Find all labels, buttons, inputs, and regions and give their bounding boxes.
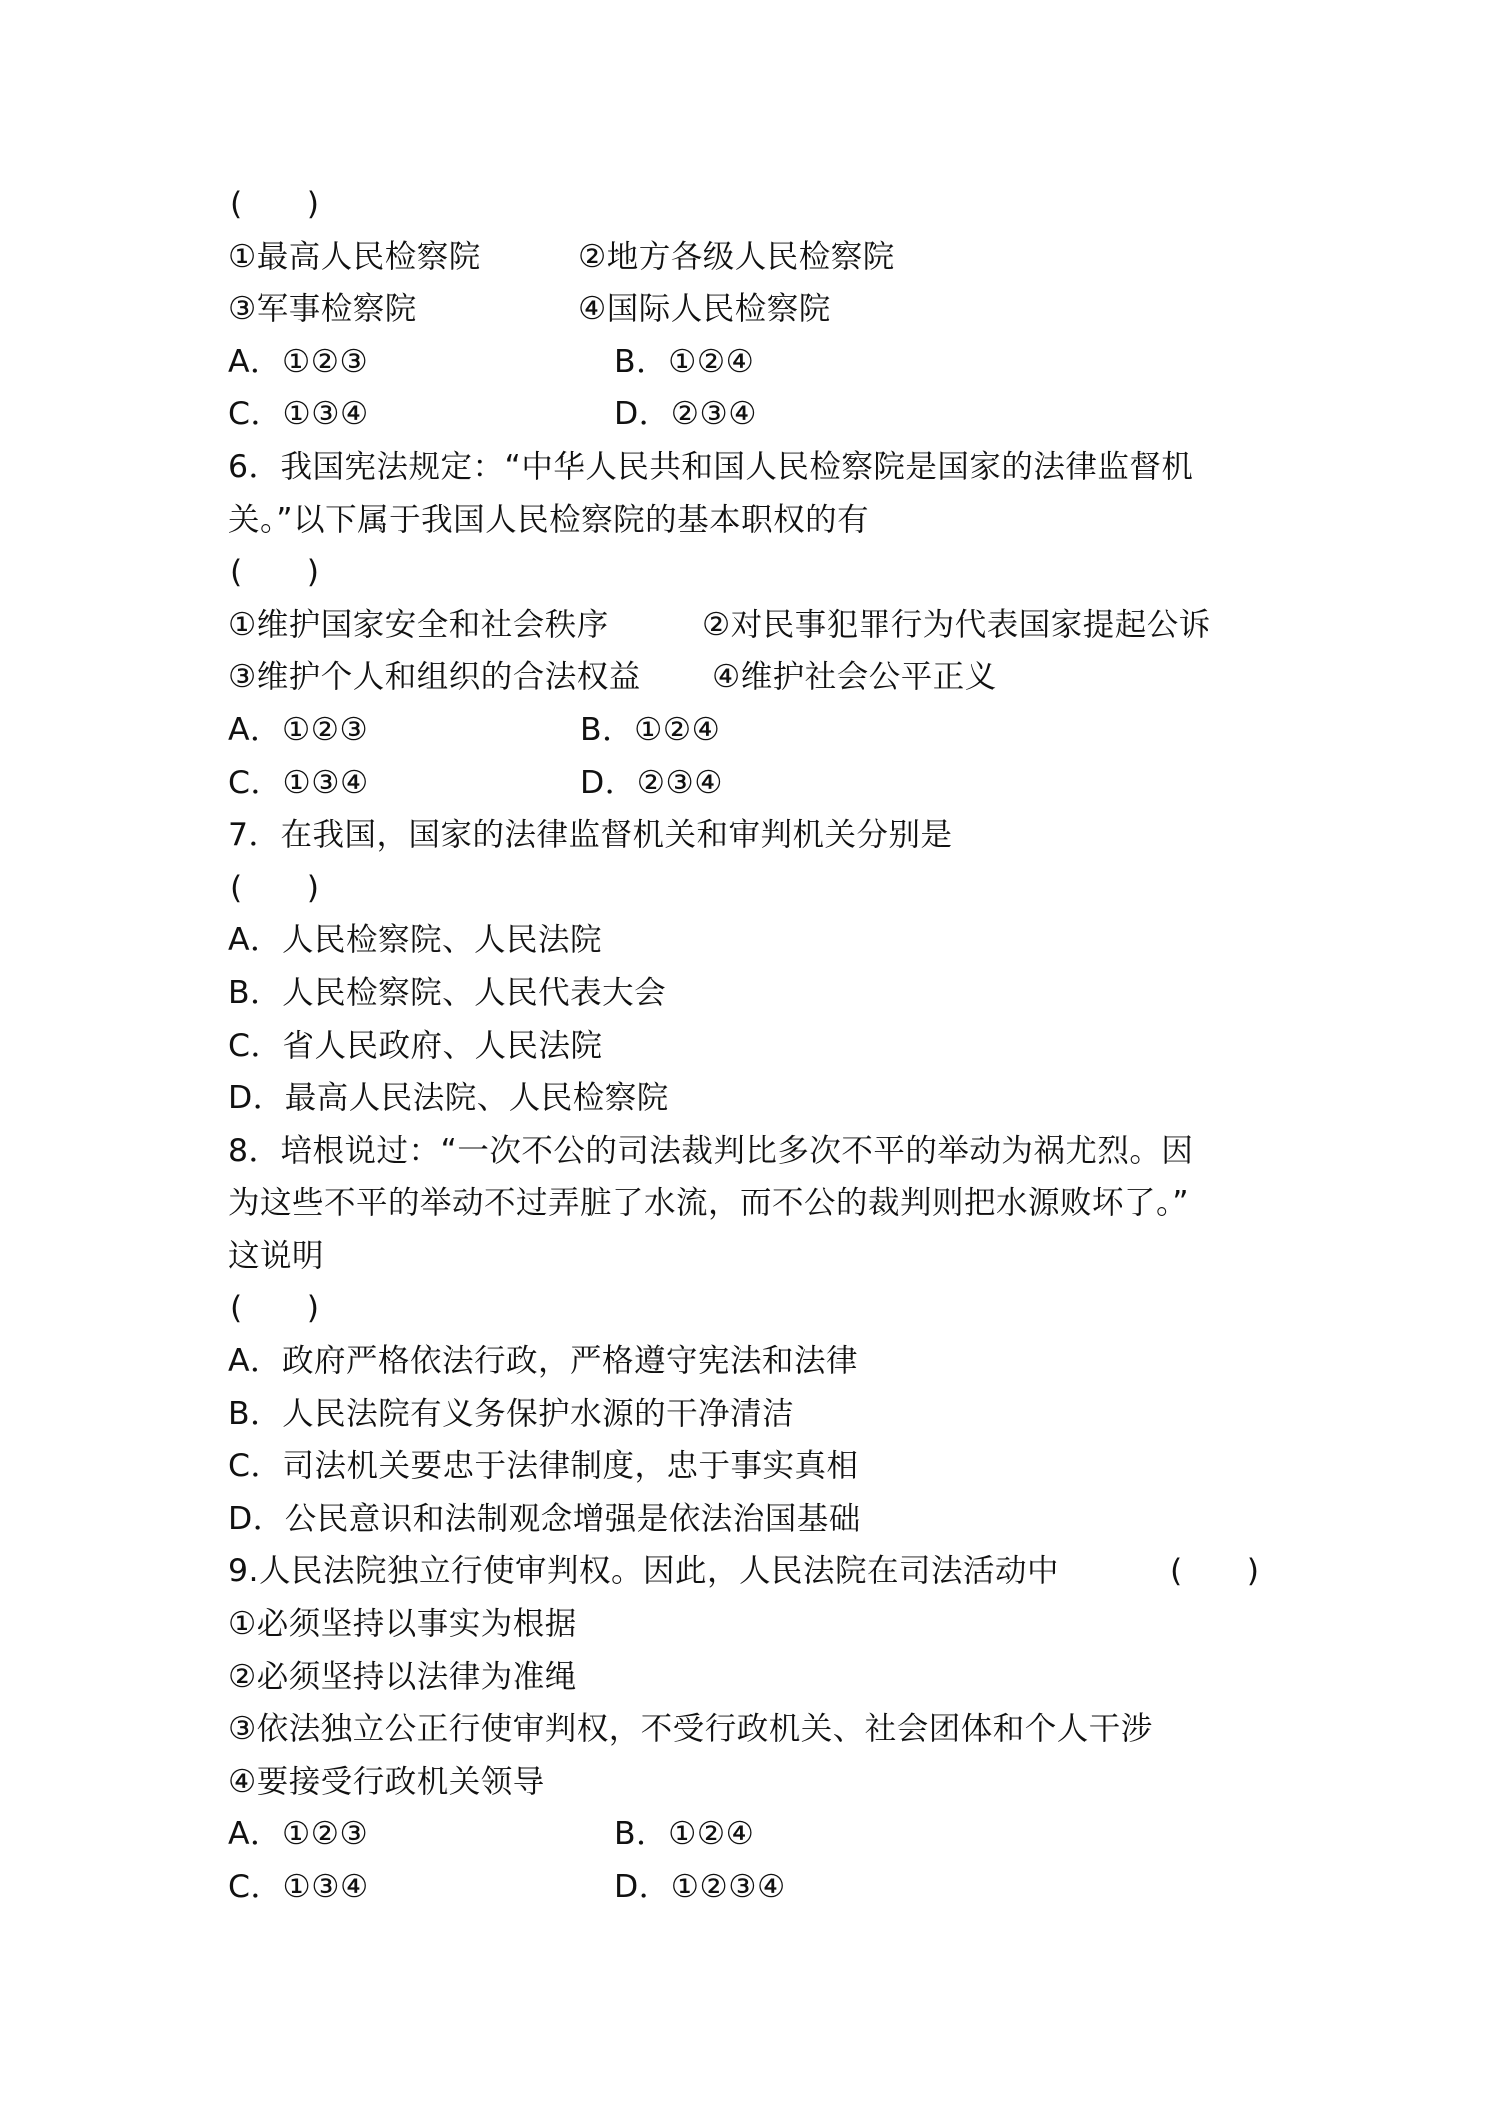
q6-stem-line-1 — [228, 441, 1268, 494]
answer-blank: ( ) — [230, 869, 320, 906]
q9-option-4: ④要接受行政机关领导 — [228, 1763, 545, 1800]
q9-option-3-row — [228, 1703, 1268, 1756]
answer-blank: ( ) — [1170, 1553, 1260, 1590]
q9-option-2-row — [228, 1651, 1268, 1704]
answer-blank: ( ) — [230, 1290, 320, 1327]
q8-stem-end: 这说明 — [228, 1237, 325, 1274]
q9-option-4-row — [228, 1756, 1268, 1809]
q9-choices-row-1 — [228, 1808, 1268, 1861]
q7-choice-d-row — [228, 1072, 1268, 1125]
q6-options-row-1 — [228, 599, 1268, 652]
q6-choice-a: A．①②③ — [228, 711, 369, 748]
q5-choices-row-2 — [228, 388, 1268, 441]
q5-choice-a: A．①②③ — [228, 343, 369, 380]
q8-stem-line-2 — [228, 1177, 1268, 1230]
q5-options-row-1 — [228, 231, 1268, 284]
q8-choice-b: B．人民法院有义务保护水源的干净清洁 — [228, 1395, 795, 1432]
question-list — [228, 178, 1268, 1914]
q5-option-3: ③军事检察院 — [228, 291, 417, 328]
q7-choice-b-row — [228, 967, 1268, 1020]
q8-stem-line-1 — [228, 1125, 1268, 1178]
q7-choice-a-row — [228, 914, 1268, 967]
q9-stem-line — [228, 1545, 1268, 1598]
q6-option-1: ①维护国家安全和社会秩序 — [228, 606, 609, 643]
q8-choice-d: D．公民意识和法制观念增强是依法治国基础 — [228, 1500, 861, 1537]
q7-choice-c: C．省人民政府、人民法院 — [228, 1027, 603, 1064]
q6-stem-line-2 — [228, 494, 1268, 547]
q9-stem: 9.人民法院独立行使审判权。因此，人民法院在司法活动中 — [228, 1553, 1060, 1590]
q5-choice-d: D．②③④ — [614, 396, 757, 433]
q5-option-2: ②地方各级人民检察院 — [578, 238, 895, 275]
q6-stem: 6．我国宪法规定：“中华人民共和国人民检察院是国家的法律监督机 — [228, 448, 1194, 485]
q6-choices-row-2 — [228, 757, 1268, 810]
q9-choice-c: C．①③④ — [228, 1869, 369, 1905]
q8-choice-b-row — [228, 1388, 1268, 1441]
q9-choices-row-2 — [228, 1861, 1268, 1914]
q7-stem-line — [228, 809, 1268, 862]
answer-blank: ( ) — [230, 186, 320, 222]
q9-option-2: ②必须坚持以法律为准绳 — [228, 1658, 577, 1695]
q8-stem-cont: 为这些不平的举动不过弄脏了水流，而不公的裁判则把水源败坏了。” — [228, 1185, 1190, 1222]
q7-choice-b: B．人民检察院、人民代表大会 — [228, 974, 667, 1011]
q9-option-1: ①必须坚持以事实为根据 — [228, 1606, 577, 1643]
q7-answer-paren — [228, 862, 1268, 915]
q5-option-1: ①最高人民检察院 — [228, 238, 481, 275]
q7-choice-d: D．最高人民法院、人民检察院 — [228, 1080, 669, 1117]
q6-options-row-2 — [228, 651, 1268, 704]
q6-choice-c: C．①③④ — [228, 764, 369, 801]
q8-choice-c-row — [228, 1440, 1268, 1493]
q6-choice-b: B．①②④ — [580, 711, 721, 748]
q5-answer-paren — [228, 178, 1268, 231]
q7-stem: 7．在我国，国家的法律监督机关和审判机关分别是 — [228, 817, 953, 854]
q9-choice-a: A．①②③ — [228, 1816, 369, 1853]
q6-stem-cont: 关。”以下属于我国人民检察院的基本职权的有 — [228, 501, 870, 538]
q5-choices-row-1 — [228, 336, 1268, 389]
q6-option-3: ③维护个人和组织的合法权益 — [228, 659, 641, 696]
answer-blank: ( ) — [230, 554, 320, 591]
q6-option-2: ②对民事犯罪行为代表国家提起公诉 — [702, 606, 1211, 643]
q9-choice-d: D．①②③④ — [614, 1869, 786, 1905]
q5-choice-c: C．①③④ — [228, 396, 369, 433]
q6-choice-d: D．②③④ — [580, 764, 723, 801]
q5-choice-b: B．①②④ — [614, 343, 755, 380]
q6-answer-paren — [228, 546, 1268, 599]
q5-option-4: ④国际人民检察院 — [578, 291, 831, 328]
q8-choice-c: C．司法机关要忠于法律制度，忠于事实真相 — [228, 1448, 859, 1485]
q8-stem: 8．培根说过：“一次不公的司法裁判比多次不平的举动为祸尤烈。因 — [228, 1132, 1194, 1169]
q7-choice-a: A．人民检察院、人民法院 — [228, 922, 603, 959]
q8-choice-d-row — [228, 1493, 1268, 1546]
q8-choice-a-row — [228, 1335, 1268, 1388]
q9-choice-b: B．①②④ — [614, 1816, 755, 1853]
q9-option-1-row — [228, 1598, 1268, 1651]
q7-choice-c-row — [228, 1020, 1268, 1073]
q8-stem-line-3 — [228, 1230, 1268, 1283]
q6-choices-row-1 — [228, 704, 1268, 757]
q9-option-3: ③依法独立公正行使审判权，不受行政机关、社会团体和个人干涉 — [228, 1711, 1153, 1748]
q8-choice-a: A．政府严格依法行政，严格遵守宪法和法律 — [228, 1343, 859, 1380]
q5-options-row-2 — [228, 283, 1268, 336]
q8-answer-paren — [228, 1282, 1268, 1335]
q6-option-4: ④维护社会公平正义 — [712, 659, 997, 696]
